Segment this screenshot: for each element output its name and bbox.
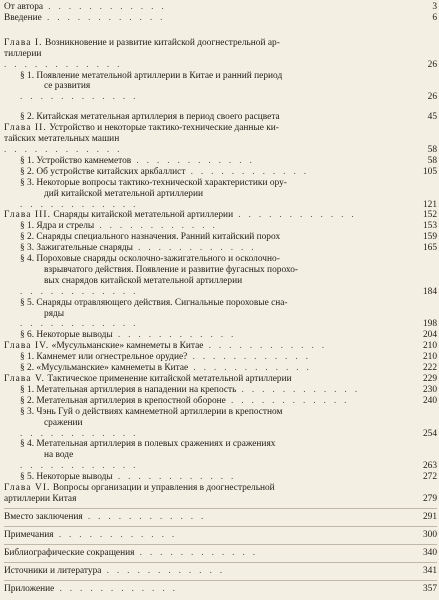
toc-line: § 5. Снаряды отравляющего действия. Сигнальные пороховые сна- [20,297,288,308]
dot-leader: . . . . . . . . . . . . [236,384,360,395]
toc-section-entry [4,352,437,363]
toc-line: § 2. Китайская метательная артиллерия в период своего расцвета [20,112,280,123]
toc-chapter-entry [4,341,437,352]
page-number: 3 [432,2,437,12]
toc-line: на воде [44,450,74,461]
page-number: 184 [422,286,437,297]
toc-entry-text [4,38,437,71]
toc-section-entry [4,330,437,341]
dot-leader: . . . . . . . . . . . . [82,511,207,522]
toc-entry-text [4,71,437,104]
toc-entry [4,566,437,577]
toc-line: се развития [44,81,91,92]
dot-leader: . . . . . . . . . . . . [20,319,139,330]
toc-line: вых снарядов китайской метательной артиллерии [44,275,243,286]
toc-entry-text [4,512,437,523]
toc-entry-text [4,298,437,331]
toc-line: § 4. Метательная артиллерия в полевых сражениях и сражениях [20,439,276,450]
toc-divider [4,508,437,509]
dot-leader: . . . . . . . . . . . . [94,221,218,232]
page-number: 198 [422,319,437,330]
toc-line: Снаряды китайской метательной артиллерии [53,210,234,221]
toc-chapter-entry [4,374,437,385]
toc-divider [4,526,437,527]
toc-entry-text [4,254,437,298]
page-number: 263 [422,461,437,472]
dot-leader: . . . . . . . . . . . . [4,144,123,155]
toc-line: Введение [4,12,42,23]
page-number: 279 [422,493,437,504]
toc-line: § 1. Устройство камнеметов [20,155,132,166]
toc-section-entry [4,298,437,331]
toc-section-entry [4,363,437,374]
chapter-number: Глава VI. [4,483,51,494]
page-number: 229 [422,374,437,384]
toc-entry-text [4,330,437,341]
toc-chapter-entry [4,483,437,505]
toc-line: артиллерии Китая [4,493,77,504]
page-number: 210 [422,352,437,363]
page-number: 45 [427,112,437,123]
dot-leader: . . . . . . . . . . . . [53,529,178,540]
toc-section-entry [4,385,437,396]
toc-entry-text [4,112,437,123]
dot-leader: . . . . . . . . . . . . [131,155,255,166]
toc-line: сражении [44,417,83,428]
toc-line: Вопросы организации и управления в доогнестрельной [52,483,275,494]
toc-line: Примечания [4,529,54,540]
page-number: 26 [427,92,437,103]
toc-entry [4,512,437,523]
toc-entry-text [4,167,437,178]
toc-line: От автора [4,2,44,12]
toc-entry-text [4,407,437,440]
toc-entry-text [4,396,437,407]
toc-divider [4,544,437,545]
toc-entry [4,13,437,24]
toc-entry-text [4,243,437,254]
page-number: 222 [422,363,437,374]
toc-section-entry [4,439,437,472]
dot-leader: . . . . . . . . . . . . [225,395,350,406]
page-number: 105 [422,166,437,177]
toc-line: тайских метательных машин [4,134,120,145]
toc-entry [4,2,437,13]
dot-leader: . . . . . . . . . . . . [134,547,258,558]
toc-entry-text [4,156,437,167]
dot-leader: . . . . . . . . . . . . [20,286,139,297]
page-number: 272 [422,472,437,483]
toc-line: ряды [44,308,65,319]
toc-divider [4,562,437,563]
toc-chapter-entry [4,38,437,71]
dot-leader: . . . . . . . . . . . . [203,341,327,352]
toc-entry-text [4,341,437,352]
dot-leader: . . . . . . . . . . . . [101,565,225,576]
chapter-number: Глава III. [4,210,52,221]
page-number: 300 [422,529,437,540]
toc-entry-text [4,123,437,156]
toc-section-entry [4,254,437,298]
page-number: 204 [422,330,437,341]
toc-entry [4,530,437,541]
toc-entry-text [4,374,437,385]
toc-entry-text [4,472,437,483]
toc-line: Вместо заключения [4,511,83,522]
page-number: 121 [422,199,437,210]
chapter-number: Глава V. [4,374,46,384]
page-number: 58 [427,144,437,155]
toc-line: § 3. Зажигательные снаряды [20,243,133,254]
dot-leader: . . . . . . . . . . . . [41,12,166,23]
toc-section-entry [4,178,437,211]
page-number: 357 [422,583,437,594]
toc-section-entry [4,112,437,123]
toc-section-entry [4,221,437,232]
toc-line: Устройство и некоторые тактико-технические данные ки- [49,123,279,134]
chapter-number: Глава IV. [4,341,50,352]
dot-leader: . . . . . . . . . . . . [54,583,178,594]
toc-line: § 6. Некоторые выводы [20,330,113,341]
page-number: 254 [422,428,437,439]
toc-entry-text [4,530,437,541]
toc-chapter-entry [4,123,437,156]
toc-section-entry [4,243,437,254]
page-number: 159 [422,232,437,243]
toc-entry-text [4,2,437,13]
toc-entry-text [4,13,437,24]
dot-leader: . . . . . . . . . . . . [20,199,139,210]
dot-leader: . . . . . . . . . . . . [20,461,139,472]
dot-leader: . . . . . . . . . . . . [188,363,312,374]
toc-line: § 1. Камнемет или огнестрельное орудие? [20,352,188,363]
toc-entry-text [4,483,437,505]
toc-line: Источники и литература [4,565,102,576]
toc-line: § 2. Метательная артиллерия в крепостной обороне [20,395,226,406]
toc-line: § 4. Пороховые снаряды осколочно-зажигательного и осколочно- [20,254,280,265]
toc-line: Приложение [4,583,55,594]
toc-entry-text [4,210,437,221]
toc-line: § 2. Снаряды специального назначения. Ранний китайский порох [20,232,281,243]
toc-entry-text [4,232,437,243]
dot-leader: . . . . . . . . . . . . [233,210,357,221]
toc-line: взрывчатого действия. Появление и развитие фугасных порохо- [44,264,299,275]
toc-section-entry [4,232,437,243]
table-of-contents [4,2,437,594]
page-number: 230 [422,384,437,395]
dot-leader: . . . . . . . . . . . . [20,428,139,439]
toc-line: дий китайской метательной артиллерии [44,188,203,199]
toc-line: § 1. Метательная артиллерия в нападении на крепость [20,384,237,395]
toc-entry [4,584,437,595]
dot-leader: . . . . . . . . . . . . [132,243,257,254]
toc-line: «Мусульманские» камнеметы в Китае [51,341,204,352]
toc-entry-text [4,548,437,559]
page-number: 6 [432,12,437,23]
toc-entry-text [4,566,437,577]
dot-leader: . . . . . . . . . . . . [112,472,237,483]
dot-leader: . . . . . . . . . . . . [20,92,139,103]
toc-line: Тактическое применение китайской метательной артиллерии [47,374,292,384]
toc-entry-text [4,439,437,472]
toc-line: Библиографические сокращения [4,547,135,558]
page-number: 26 [427,59,437,70]
toc-line: Возникновение и развитие китайской доогнестрельной ар- [44,37,280,48]
toc-line: § 3. Некоторые вопросы тактико-технической характеристики ору- [20,177,287,188]
page-number: 240 [422,395,437,406]
page-number: 58 [427,155,437,166]
toc-entry-text [4,584,437,595]
toc-line: тиллерии [4,48,42,59]
toc-chapter-entry [4,210,437,221]
page-number: 152 [422,210,437,221]
toc-section-entry [4,396,437,407]
page-number: 210 [422,341,437,352]
page-number: 165 [422,243,437,254]
page-number: 340 [422,547,437,558]
toc-line: § 5. Некоторые выводы [20,472,113,483]
dot-leader: . . . . . . . . . . . . [187,352,311,363]
dot-leader: . . . . . . . . . . . . [43,2,167,12]
dot-leader: . . . . . . . . . . . . [185,166,309,177]
toc-section-entry [4,71,437,104]
toc-line: § 2. «Мусульманские» камнеметы в Китае [20,363,189,374]
toc-divider [4,580,437,581]
toc-entry-text [4,221,437,232]
toc-entry-text [4,363,437,374]
toc-entry [4,548,437,559]
page-number: 153 [422,221,437,232]
toc-section-entry [4,472,437,483]
toc-section-entry [4,407,437,440]
toc-section-entry [4,156,437,167]
toc-line: § 2. Об устройстве китайских аркбаллист [20,166,186,177]
page-number: 291 [422,511,437,522]
dot-leader: . . . . . . . . . . . . [4,59,123,70]
toc-entry-text [4,352,437,363]
page-number: 341 [422,565,437,576]
chapter-number: Глава I. [4,37,43,48]
toc-line: § 1. Появление метательной артиллерии в Китае и ранний период [20,70,283,81]
dot-leader: . . . . . . . . . . . . [112,330,237,341]
toc-entry-text [4,385,437,396]
toc-line: § 1. Ядра и стрелы [20,221,95,232]
toc-entry-text [4,178,437,211]
toc-section-entry [4,167,437,178]
chapter-number: Глава II. [4,123,47,134]
toc-line: § 3. Чэнь Гуй о действиях камнеметной артиллерии в крепостном [20,406,283,417]
